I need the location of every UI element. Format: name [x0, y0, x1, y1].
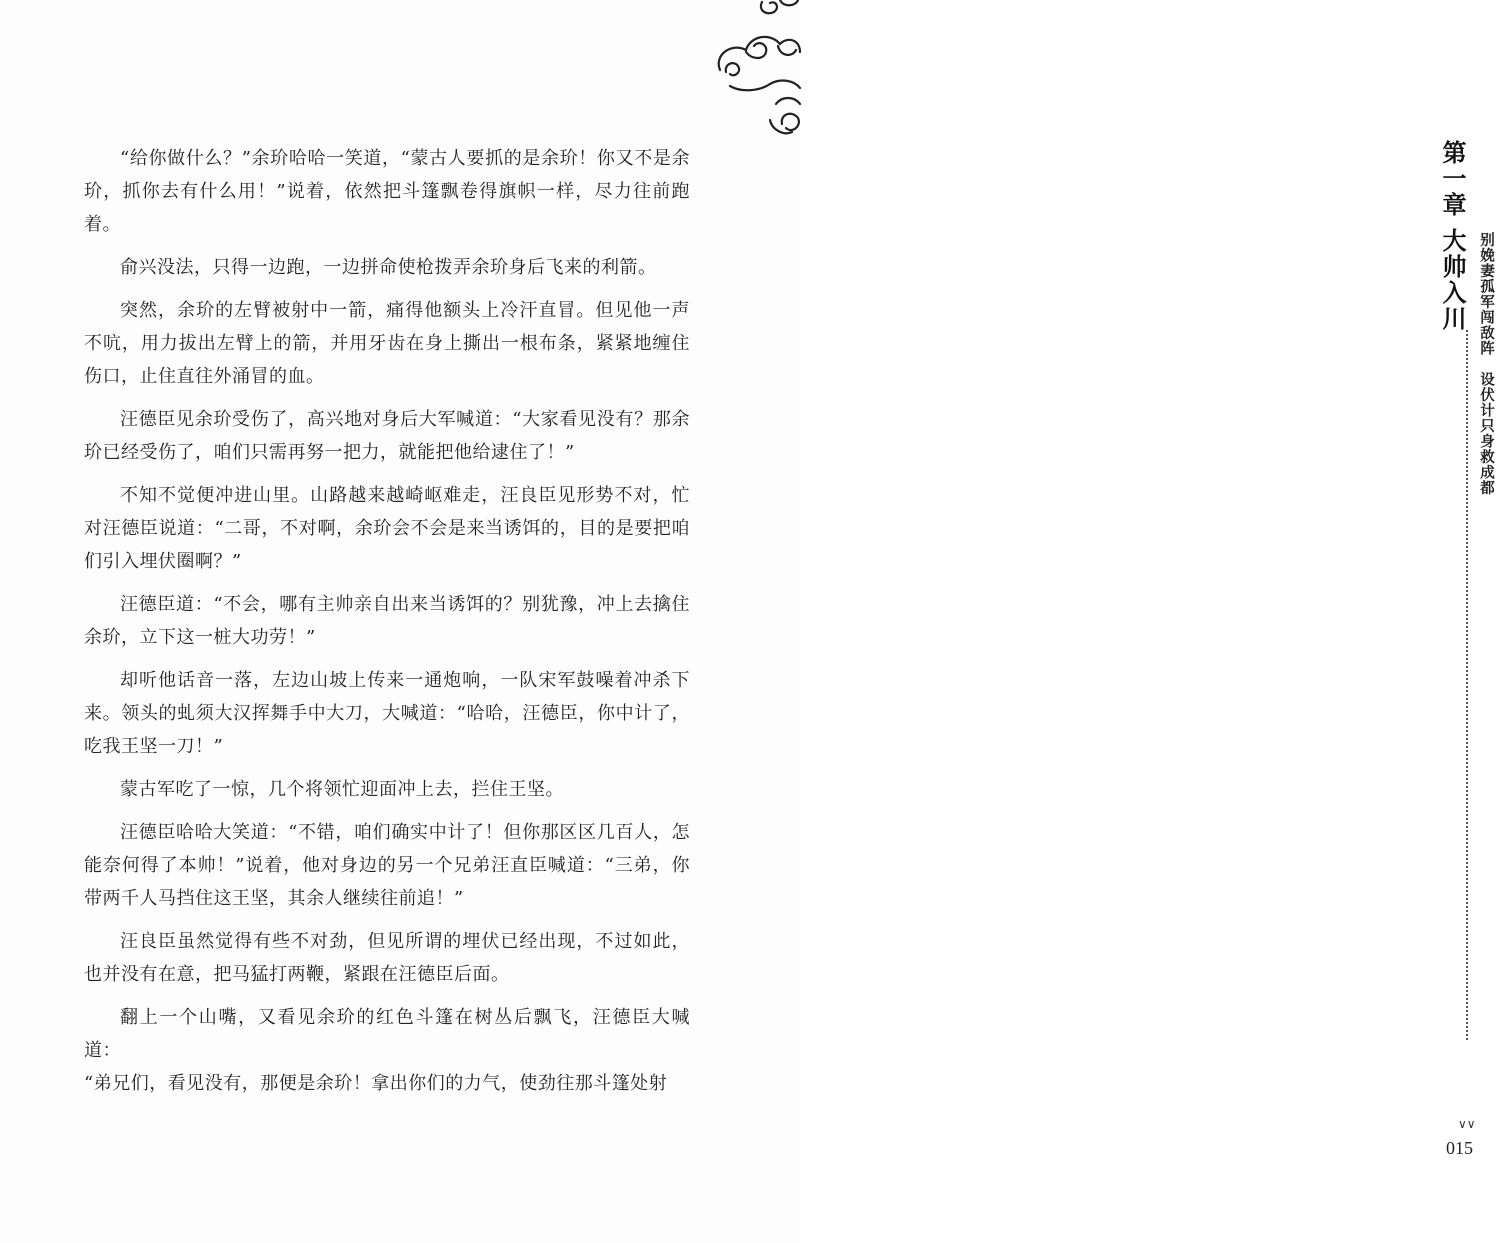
- paragraph: 汪良臣虽然觉得有些不对劲，但见所谓的埋伏已经出现，不过如此，也并没有在意，把马猛打两鞭，紧跟在汪德臣后面。: [84, 931, 690, 985]
- body-text: [84, 142, 690, 1110]
- paragraph: 俞兴没法，只得一边跑，一边拼命使枪拨弄余玠身后飞来的利箭。: [120, 257, 657, 278]
- paragraph: “弟兄们，看见没有，那便是余玠！拿出你们的力气，使劲往那斗篷处射: [84, 1073, 668, 1094]
- paragraph: “给你做什么？”余玠哈哈一笑道，“蒙古人要抓的是余玠！你又不是余玠，抓你去有什么用！”说着，依然把斗篷飘卷得旗帜一样，尽力往前跑着。: [84, 148, 690, 235]
- chapter-subtitle: 别娩妻孤军闯敌阵 设伏计只身救成都: [1478, 232, 1495, 496]
- paragraph: 汪德臣哈哈大笑道：“不错，咱们确实中计了！但你那区区几百人，怎能奈何得了本帅！”说着，他对身边的另一个兄弟汪直臣喊道：“三弟，你带两千人马挡住这王坚，其余人继续往前追！”: [84, 822, 690, 909]
- paragraph: 却听他话音一落，左边山坡上传来一通炮响，一队宋军鼓噪着冲杀下来。领头的虬须大汉挥舞手中大刀，大喊道：“哈哈，汪德臣，你中计了，吃我王坚一刀！”: [84, 670, 690, 757]
- page-number: 015: [1446, 1138, 1473, 1158]
- paragraph: 突然，余玠的左臂被射中一箭，痛得他额头上冷汗直冒。但见他一声不吭，用力拔出左臂上的箭，并用牙齿在身上撕出一根布条，紧紧地缠住伤口，止住直往外涌冒的血。: [84, 300, 690, 387]
- chapter-label: 第一章: [1438, 140, 1467, 218]
- chevron-down-icon: ∨∨: [1458, 1117, 1476, 1131]
- paragraph: 汪德臣见余玠受伤了，高兴地对身后大军喊道：“大家看见没有？那余玠已经受伤了，咱们只需再努一把力，就能把他给逮住了！”: [84, 409, 690, 463]
- paragraph: 不知不觉便冲进山里。山路越来越崎岖难走，汪良臣见形势不对，忙对汪德臣说道：“二哥，不对啊，余玠会不会是来当诱饵的，目的是要把咱们引入埋伏圈啊？”: [84, 485, 690, 572]
- running-header: [700, 0, 1495, 1243]
- dotted-divider: [1466, 330, 1468, 1040]
- paragraph: 翻上一个山嘴，又看见余玠的红色斗篷在树丛后飘飞，汪德臣大喊道：: [84, 1007, 690, 1061]
- paragraph: 汪德臣道：“不会，哪有主帅亲自出来当诱饵的？别犹豫，冲上去擒住余玠，立下这一桩大功劳！”: [84, 594, 690, 648]
- paragraph: 蒙古军吃了一惊，几个将领忙迎面冲上去，拦住王坚。: [120, 779, 564, 800]
- chapter-title: 大帅入川: [1438, 228, 1467, 332]
- cloud-ornament-icon: [700, 0, 800, 150]
